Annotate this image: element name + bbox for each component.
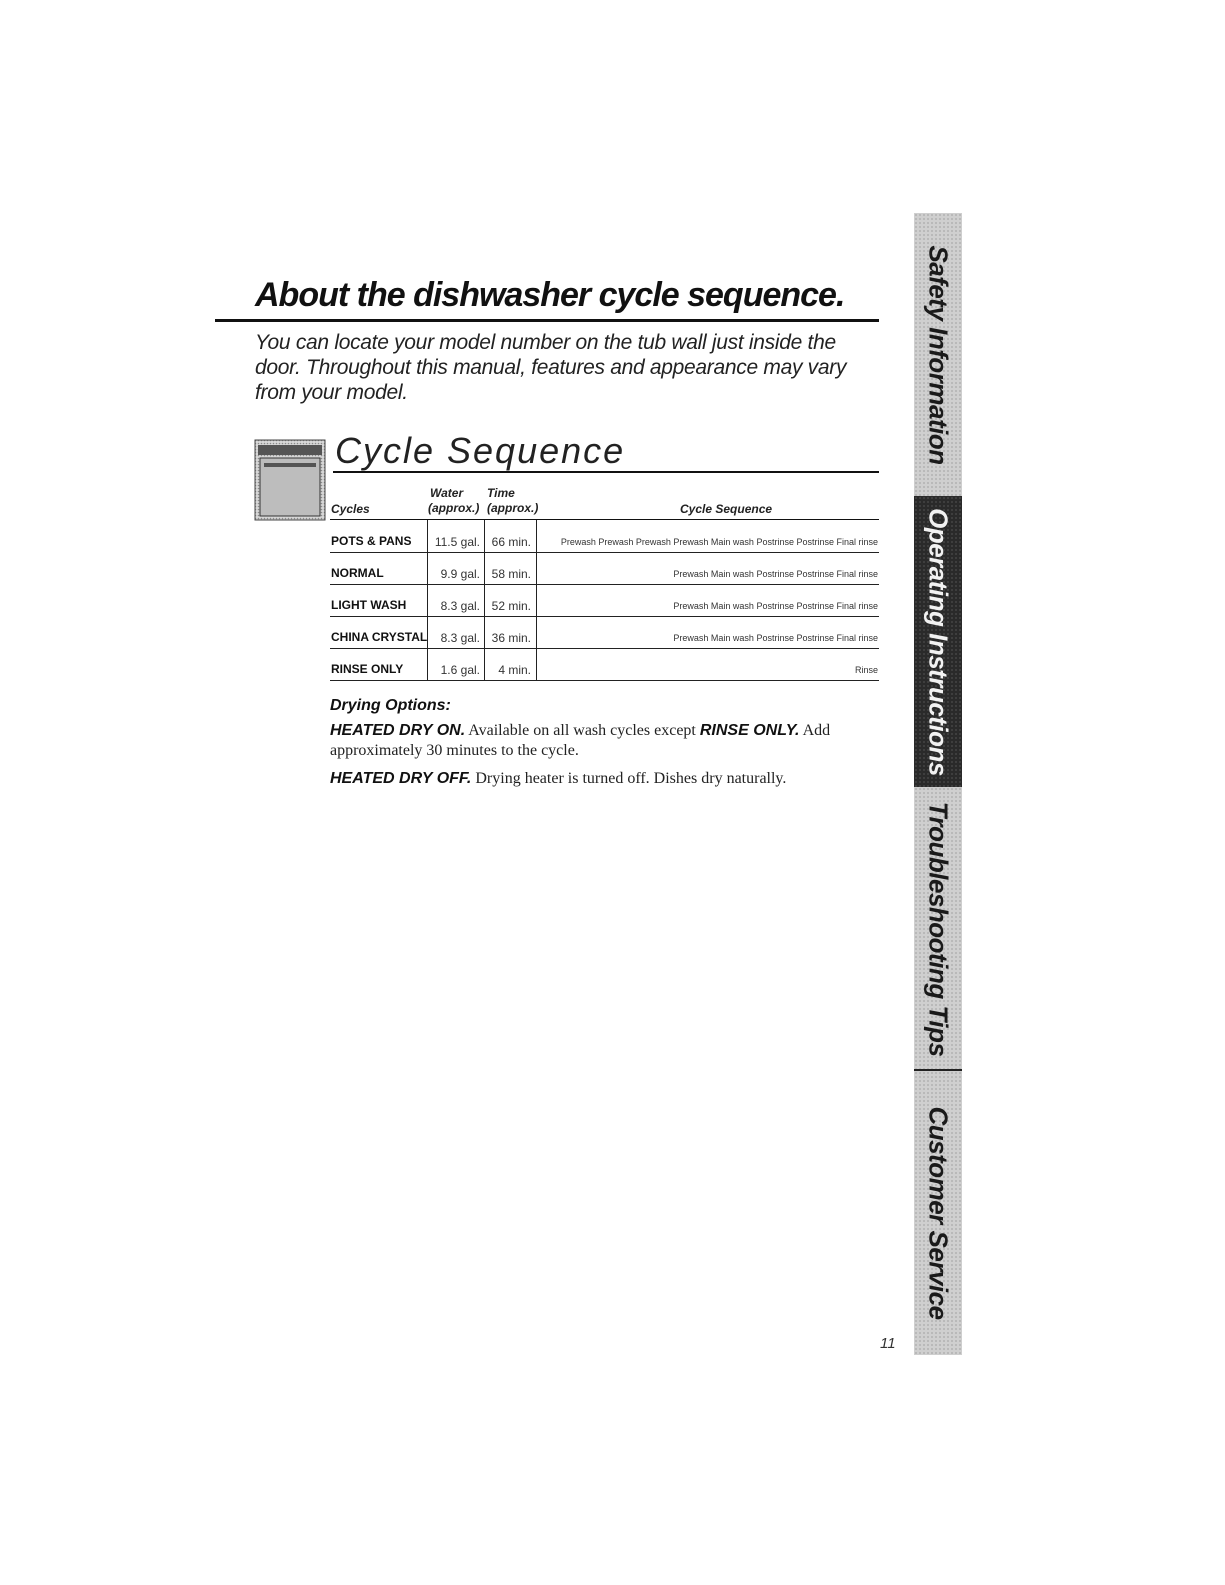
drying-options-heading: Drying Options: <box>330 697 451 714</box>
table-row-water: 11.5 gal. <box>434 535 480 549</box>
header-sequence: Cycle Sequence <box>680 502 773 516</box>
header-rule <box>330 519 879 520</box>
table-row-time: 36 min. <box>491 631 531 645</box>
table-row-cycle: RINSE ONLY <box>331 662 404 676</box>
tab-troubleshooting-tips[interactable] <box>914 787 962 1070</box>
dishwasher-icon <box>254 439 326 521</box>
table-row-sequence: Prewash Main wash Postrinse Postrinse Final rinse <box>673 633 878 643</box>
tab-operating-instructions-label: Operating Instructions <box>923 507 954 776</box>
table-row-cycle: LIGHT WASH <box>331 598 407 612</box>
tab-customer-service[interactable] <box>914 1071 962 1355</box>
header-time-line1: Time <box>487 486 515 500</box>
page-number: 11 <box>880 1335 896 1352</box>
header-time-line2: (approx.) <box>487 501 539 515</box>
header-time <box>487 486 538 516</box>
heated-dry-on-label: HEATED DRY ON. <box>330 722 466 739</box>
section-title: Cycle Sequence <box>335 430 626 471</box>
table-row-sequence: Prewash Main wash Postrinse Postrinse Final rinse <box>673 601 878 611</box>
heated-dry-off-text <box>330 769 850 789</box>
tab-troubleshooting-tips-label: Troubleshooting Tips <box>923 801 954 1056</box>
header-cycles: Cycles <box>331 502 370 516</box>
table-row-water: 8.3 gal. <box>440 599 480 613</box>
heated-dry-on-desc: Available on all wash cycles except <box>465 722 700 739</box>
table-row-time: 58 min. <box>491 567 531 581</box>
table-row-cycle: POTS & PANS <box>331 534 412 548</box>
heated-dry-off-desc: Drying heater is turned off. Dishes dry naturally. <box>471 770 787 787</box>
tab-safety-information-label: Safety Information <box>923 244 954 465</box>
table-row-cycle: NORMAL <box>331 566 384 580</box>
row-rule <box>330 616 879 617</box>
table-row-water: 9.9 gal. <box>440 567 480 581</box>
tab-operating-instructions[interactable] <box>914 496 962 787</box>
row-rule <box>330 680 879 681</box>
heated-dry-off-label: HEATED DRY OFF. <box>330 770 472 787</box>
header-water <box>428 486 479 516</box>
table-row-sequence: Prewash Prewash Prewash Prewash Main wash Postrinse Postrinse Final rinse <box>560 537 878 547</box>
tab-customer-service-label: Customer Service <box>923 1106 954 1320</box>
table-row-sequence: Rinse <box>854 665 878 675</box>
table-row-water: 8.3 gal. <box>440 631 480 645</box>
table-row-water: 1.6 gal. <box>440 663 480 677</box>
column-divider <box>536 520 537 681</box>
title-rule <box>215 319 879 322</box>
table-row-sequence: Prewash Main wash Postrinse Postrinse Final rinse <box>673 569 878 579</box>
section-rule <box>333 471 879 473</box>
row-rule <box>330 648 879 649</box>
intro-text: You can locate your model number on the tub wall just inside the door. Throughout this manual, features and appearance may vary from your model. <box>255 331 847 404</box>
tab-safety-information[interactable] <box>914 213 962 496</box>
header-water-line1: Water <box>430 486 464 500</box>
heated-dry-on-text <box>330 721 850 761</box>
header-water-line2: (approx.) <box>428 501 480 515</box>
row-rule <box>330 552 879 553</box>
rinse-only-reference: RINSE ONLY. <box>699 722 800 739</box>
heated-dry-on-desc2: Add approximately 30 minutes to the cycle. <box>330 722 831 759</box>
table-row-time: 52 min. <box>491 599 531 613</box>
table-row-time: 66 min. <box>491 535 531 549</box>
row-rule <box>330 584 879 585</box>
table-row-time: 4 min. <box>498 663 531 677</box>
page-title: About the dishwasher cycle sequence. <box>255 276 845 314</box>
table-row-cycle: CHINA CRYSTAL <box>331 630 428 644</box>
